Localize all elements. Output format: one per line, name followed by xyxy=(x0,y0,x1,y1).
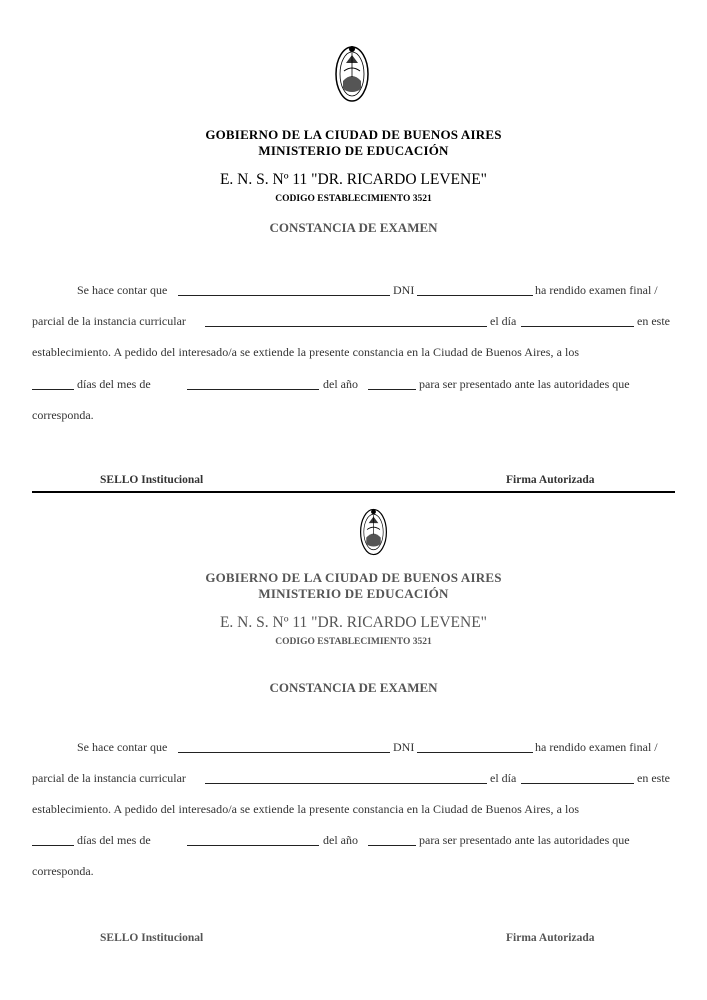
date-field[interactable] xyxy=(521,771,634,784)
month-field[interactable] xyxy=(187,833,319,846)
document-title: CONSTANCIA DE EXAMEN xyxy=(269,220,438,235)
day-field[interactable] xyxy=(32,377,74,390)
certificate-copy-2 xyxy=(0,500,707,1000)
text-el-dia: el día xyxy=(490,314,517,328)
government-name: GOBIERNO DE LA CIUDAD DE BUENOS AIRES xyxy=(205,570,502,585)
coat-of-arms-icon xyxy=(334,41,370,103)
cut-line-divider xyxy=(32,491,675,493)
text-presentado: para ser presentado ante las autoridades que xyxy=(419,377,630,391)
day-field[interactable] xyxy=(32,833,74,846)
month-field[interactable] xyxy=(187,377,319,390)
coat-of-arms-icon xyxy=(357,507,390,557)
text-instancia: parcial de la instancia curricular xyxy=(32,771,186,785)
authorized-signature-label: Firma Autorizada xyxy=(506,932,595,944)
text-dni: DNI xyxy=(393,740,415,754)
document-title: CONSTANCIA DE EXAMEN xyxy=(269,680,438,695)
school-name: E. N. S. Nº 11 "DR. RICARDO LEVENE" xyxy=(219,171,488,188)
text-del-anio: del año xyxy=(323,833,358,847)
text-dias-del-mes: días del mes de xyxy=(77,833,151,847)
text-dias-del-mes: días del mes de xyxy=(77,377,151,391)
text-en-este: en este xyxy=(637,314,670,328)
date-field[interactable] xyxy=(521,314,634,327)
text-rendido: ha rendido examen final / xyxy=(535,740,658,754)
subject-field[interactable] xyxy=(205,771,487,784)
authorized-signature-label: Firma Autorizada xyxy=(506,474,595,486)
year-field[interactable] xyxy=(368,377,416,390)
name-field[interactable] xyxy=(178,283,390,296)
government-name: GOBIERNO DE LA CIUDAD DE BUENOS AIRES xyxy=(205,127,502,142)
dni-field[interactable] xyxy=(417,740,533,753)
text-corresponda: corresponda. xyxy=(32,864,94,878)
text-rendido: ha rendido examen final / xyxy=(535,283,658,297)
text-establecimiento: establecimiento. A pedido del interesado/a se extiende la presente constancia en la Ciudad de Buenos Aires, a los xyxy=(32,345,580,359)
name-field[interactable] xyxy=(178,740,390,753)
text-en-este: en este xyxy=(637,771,670,785)
text-se-hace: Se hace contar que xyxy=(77,740,168,754)
establishment-code: CODIGO ESTABLECIMIENTO 3521 xyxy=(275,194,432,204)
text-instancia: parcial de la instancia curricular xyxy=(32,314,186,328)
ministry-name: MINISTERIO DE EDUCACIÓN xyxy=(258,143,449,158)
text-corresponda: corresponda. xyxy=(32,408,94,422)
ministry-name: MINISTERIO DE EDUCACIÓN xyxy=(258,586,449,601)
text-se-hace: Se hace contar que xyxy=(77,283,168,297)
text-dni: DNI xyxy=(393,283,415,297)
school-name: E. N. S. Nº 11 "DR. RICARDO LEVENE" xyxy=(219,614,488,631)
text-del-anio: del año xyxy=(323,377,358,391)
text-presentado: para ser presentado ante las autoridades que xyxy=(419,833,630,847)
text-establecimiento: establecimiento. A pedido del interesado/a se extiende la presente constancia en la Ciudad de Buenos Aires, a los xyxy=(32,802,580,816)
text-el-dia: el día xyxy=(490,771,517,785)
subject-field[interactable] xyxy=(205,314,487,327)
institutional-seal-label: SELLO Institucional xyxy=(100,474,204,486)
dni-field[interactable] xyxy=(417,283,533,296)
year-field[interactable] xyxy=(368,833,416,846)
establishment-code: CODIGO ESTABLECIMIENTO 3521 xyxy=(275,637,432,647)
institutional-seal-label: SELLO Institucional xyxy=(100,932,204,944)
